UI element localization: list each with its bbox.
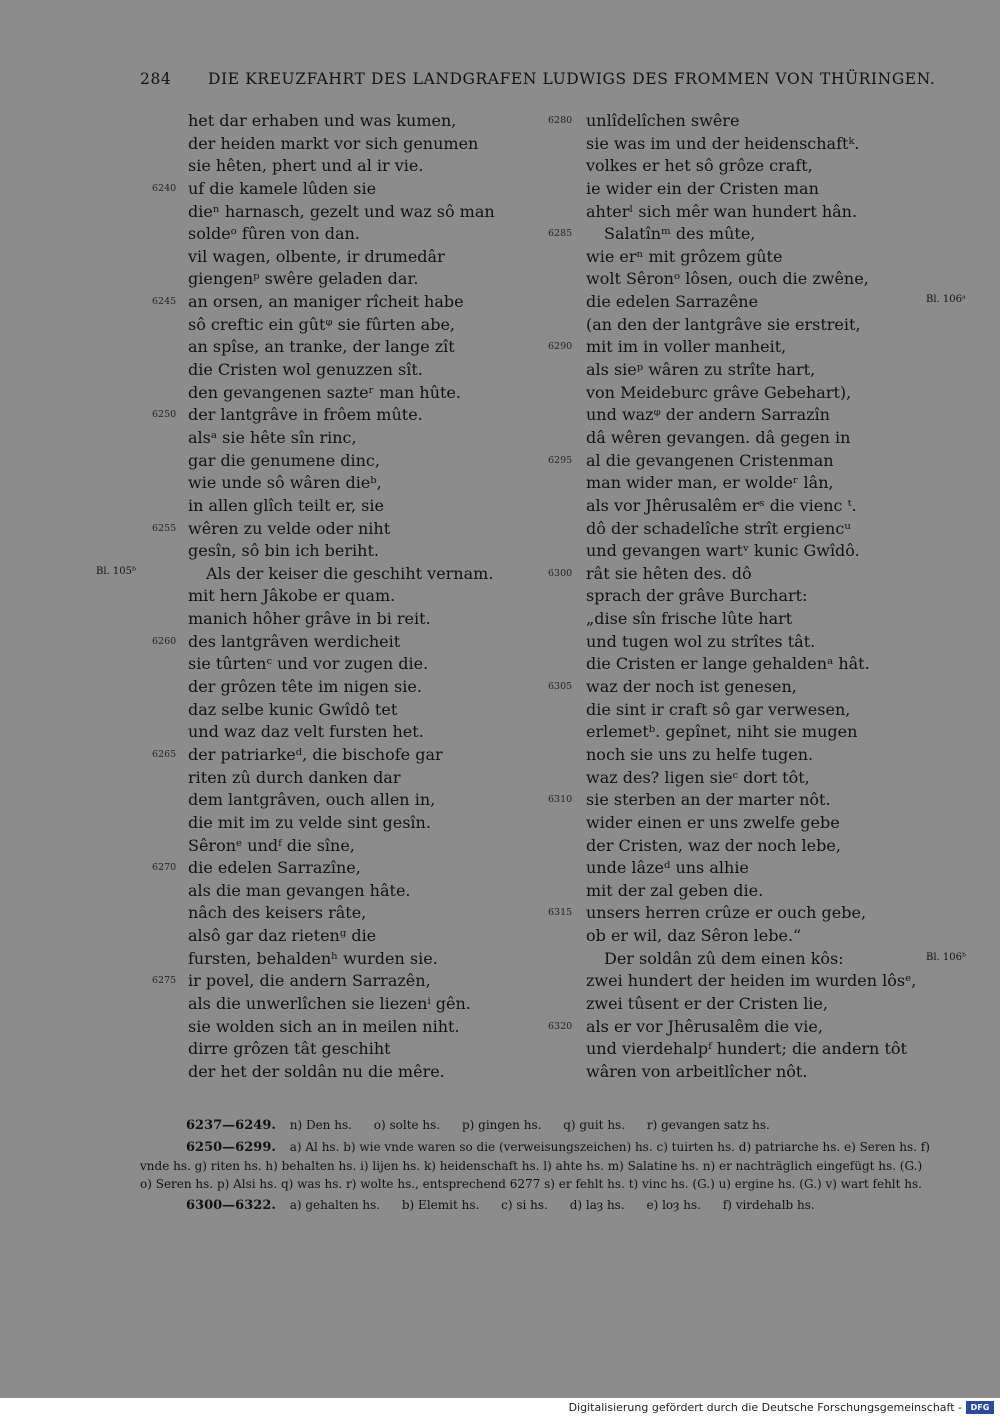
verse-line: [548, 110, 946, 133]
verse-text: mit hern Jâkobe er quam.: [188, 586, 396, 606]
verse-line: [188, 563, 538, 586]
footnote-entry: a) gehalten hs.: [289, 1198, 381, 1212]
verse-text: als sieᵖ wâren zu strîte hart,: [586, 360, 816, 380]
verse-line: [586, 948, 946, 971]
footnote-entry: p) gingen hs.: [461, 1118, 542, 1132]
line-number: 6290: [548, 341, 573, 353]
footnote-entry: c) si hs.: [501, 1198, 548, 1212]
verse-line: [152, 857, 538, 880]
verse-text: unlîdelîchen swêre: [586, 111, 740, 130]
verse-text: alsô gar daz rietenᵍ die: [188, 926, 377, 946]
verse-line: [188, 450, 538, 473]
verse-text: gesîn, sô bin ich beriht.: [188, 541, 379, 561]
verse-line: [152, 404, 538, 427]
margin-note-folio: Bl. 106ᵃ: [926, 294, 966, 305]
verse-text: dâ wêren gevangen. dâ gegen in: [586, 427, 851, 447]
verse-line: [586, 835, 946, 858]
verse-text: an spîse, an tranke, der lange zît: [188, 337, 455, 357]
verse-line: [188, 133, 538, 156]
line-number: 6295: [548, 454, 573, 466]
verse-line: [586, 291, 946, 314]
verse-text: von Meideburc grâve Gebehart),: [586, 382, 852, 402]
footer-credit: Digitalisierung gefördert durch die Deutsche Forschungsgemeinschaft -: [568, 1401, 962, 1414]
verse-text: als die unwerlîchen sie liezenⁱ gên.: [188, 993, 471, 1013]
verse-text: wie erⁿ mit grôzem gûte: [586, 246, 783, 266]
line-number: 6320: [548, 1020, 573, 1032]
margin-note-folio: Bl. 105ᵇ: [96, 566, 136, 577]
verse-line: [586, 880, 946, 903]
verse-line: [188, 608, 538, 631]
verse-line: [548, 902, 946, 925]
verse-text: sie hêten, phert und al ir vie.: [188, 156, 424, 176]
verse-text: zwei tûsent er der Cristen lie,: [586, 993, 828, 1013]
verse-line: [586, 721, 946, 744]
verse-line: [188, 201, 538, 224]
verse-text: vil wagen, olbente, ir drumedâr: [188, 246, 445, 266]
verse-line: [548, 1016, 946, 1039]
footnote-range: 6250—6299.: [186, 1140, 276, 1155]
verse-text: nâch des keisers râte,: [188, 903, 367, 923]
line-number: 6280: [548, 115, 573, 126]
footnote-block-1: [140, 1116, 930, 1135]
verse-text: al die gevangenen Cristenman: [586, 450, 834, 470]
footnote-entry: b) Elemit hs.: [401, 1198, 480, 1212]
footer-bar: [0, 1398, 1000, 1418]
verse-text: wolt Sêronᵒ lôsen, ouch die zwêne,: [586, 269, 869, 289]
verse-text: daz selbe kunic Gwîdô tet: [188, 699, 398, 719]
page-number: 284: [140, 70, 172, 88]
verse-text: zwei hundert der heiden im wurden lôsᵉ,: [586, 971, 917, 991]
verse-line: [152, 178, 538, 201]
verse-line: [586, 767, 946, 790]
verse-line: [586, 427, 946, 450]
footnote-entry: f) virdehalb hs.: [722, 1198, 815, 1212]
verse-line: [188, 880, 538, 903]
verse-line: [188, 1061, 538, 1084]
running-title: DIE KREUZFAHRT DES LANDGRAFEN LUDWIGS DES FROMMEN VON THÜRINGEN.: [208, 70, 936, 88]
verse-text: soldeᵒ fûren von dan.: [188, 224, 360, 244]
verse-text: die mit im zu velde sint gesîn.: [188, 812, 431, 832]
verse-text: der Cristen, waz der noch lebe,: [586, 835, 841, 855]
verse-text: wâren von arbeitlîcher nôt.: [586, 1061, 808, 1081]
verse-line: [586, 201, 946, 224]
footnote-entry: o) solte hs.: [373, 1118, 441, 1132]
verse-text: dô der schadelîche strît ergiencᵘ: [586, 518, 851, 538]
verse-line: [586, 812, 946, 835]
verse-text: volkes er het sô grôze craft,: [586, 156, 813, 176]
verse-line: [152, 631, 538, 654]
footnote-entry: r) gevangen satz hs.: [646, 1118, 770, 1132]
footnote-text: a) Al hs. b) wie vnde waren so die (verweisungszeichen) hs. c) tuirten hs. d) patriarche hs. e) Seren hs. f) vnde hs. g) riten hs. h) behalten hs. i) lijen hs. k) heidenschaft hs. l) ahte hs. m) Salatine hs. n) er nachträglich eingefügt hs. (G.) o) Seren hs. p) Alsi hs. q) was hs. r) wolte hs., entsprechend 6277 s) er fehlt hs. t) vinc hs. (G.) u) ergine hs. (G.) v) wart fehlt hs.: [140, 1140, 930, 1191]
verse-text: sie wolden sich an in meilen niht.: [188, 1016, 460, 1036]
verse-line: [188, 359, 538, 382]
verse-text: sie was im und der heidenschaftᵏ.: [586, 133, 860, 153]
verse-text: mit der zal geben die.: [586, 880, 764, 900]
verse-line: [188, 767, 538, 790]
verse-text: dieⁿ harnasch, gezelt und waz sô man: [188, 201, 495, 221]
verse-line: [188, 495, 538, 518]
verse-text: Der soldân zû dem einen kôs:: [604, 948, 844, 968]
verse-line: [188, 1016, 538, 1039]
line-number: 6315: [548, 907, 573, 919]
verse-text: den gevangenen sazteʳ man hûte.: [188, 382, 461, 402]
verse-text: als die man gevangen hâte.: [188, 880, 411, 900]
verse-text: der grôzen têtе im nigen sie.: [188, 677, 422, 697]
footnote-entry: n) Den hs.: [289, 1118, 352, 1132]
footnote-entry: d) laȝ hs.: [569, 1198, 625, 1212]
verse-text: als er vor Jhêrusalêm die vie,: [586, 1016, 823, 1036]
verse-line: [152, 291, 538, 314]
footnote-range: 6237—6249.: [186, 1118, 276, 1133]
verse-text: alsᵃ sie hête sîn rinc,: [188, 427, 357, 447]
verse-line: [548, 223, 946, 246]
verse-line: [586, 1038, 946, 1061]
verse-line: [188, 948, 538, 971]
verse-line: [586, 359, 946, 382]
verse-text: sie tûrtenᶜ und vor zugen die.: [188, 654, 429, 674]
verse-text: rât sie hêten des. dô: [586, 563, 752, 583]
verse-line: [586, 314, 946, 337]
verse-text: der lantgrâve in frôem mûte.: [188, 405, 423, 425]
line-number: 6275: [152, 975, 177, 987]
verse-text: wie unde sô wâren dieᵇ,: [188, 473, 382, 493]
verse-line: [188, 246, 538, 269]
footnotes: [140, 1116, 930, 1218]
verse-line: [586, 133, 946, 156]
verse-line: [548, 450, 946, 473]
verse-line: [188, 902, 538, 925]
verse-line: [188, 110, 538, 133]
line-number: 6255: [152, 522, 177, 534]
verse-text: dem lantgrâven, ouch allen in,: [188, 790, 436, 810]
verse-line: [586, 631, 946, 654]
verse-text: als vor Jhêrusalêm erˢ die vienc ᵗ.: [586, 495, 857, 515]
verse-text: und tugen wol zu strîtes tât.: [586, 631, 816, 651]
verse-text: des lantgrâven werdicheit: [188, 631, 401, 651]
verse-text: gar die genumene dinc,: [188, 450, 380, 470]
left-text-column: [152, 110, 538, 1084]
verse-line: [586, 518, 946, 541]
verse-line: [586, 540, 946, 563]
verse-line: [586, 472, 946, 495]
verse-text: riten zû durch danken dar: [188, 767, 401, 787]
verse-text: der patriarkeᵈ, die bischofe gar: [188, 744, 443, 764]
line-number: 6265: [152, 748, 177, 760]
verse-line: [586, 970, 946, 993]
verse-text: und waz daz velt fursten het.: [188, 722, 424, 742]
line-number: 6250: [152, 409, 177, 421]
verse-text: an orsen, an maniger rîcheit habe: [188, 292, 464, 312]
footnote-range: 6300—6322.: [186, 1198, 276, 1213]
verse-text: dirre grôzen tât geschiht: [188, 1039, 391, 1059]
verse-line: [586, 993, 946, 1016]
verse-line: [586, 585, 946, 608]
verse-text: ir povel, die andern Sarrazên,: [188, 971, 431, 991]
page-header: [140, 70, 936, 94]
verse-text: uf die kamele lûden sie: [188, 178, 377, 198]
verse-text: und wazᵠ der andern Sarrazîn: [586, 405, 830, 425]
verse-text: (an den der lantgrâve sie erstreit,: [586, 314, 861, 334]
verse-line: [548, 789, 946, 812]
verse-text: mit im in voller manheit,: [586, 337, 787, 357]
verse-line: [586, 653, 946, 676]
verse-text: die sint ir craft sô gar verwesen,: [586, 699, 851, 719]
verse-text: giengenᵖ swêre geladen dar.: [188, 269, 419, 289]
footnote-block-2: [140, 1138, 930, 1193]
verse-line: [586, 404, 946, 427]
verse-text: die edelen Sarrazêne: [586, 292, 759, 312]
verse-line: [586, 744, 946, 767]
dfg-logo: DFG: [966, 1401, 994, 1414]
verse-text: Sêronᵉ undᶠ die sîne,: [188, 835, 355, 855]
verse-line: [188, 1038, 538, 1061]
verse-line: [586, 608, 946, 631]
verse-line: [188, 721, 538, 744]
right-text-column: [548, 110, 946, 1084]
verse-line: [188, 653, 538, 676]
verse-text: der heiden markt vor sich genumen: [188, 133, 479, 153]
verse-line: [188, 835, 538, 858]
verse-line: [188, 336, 538, 359]
verse-line: [188, 268, 538, 291]
verse-text: die Cristen wol genuzzen sît.: [188, 360, 423, 380]
line-number: 6310: [548, 794, 573, 806]
verse-line: [586, 155, 946, 178]
verse-line: [152, 518, 538, 541]
verse-line: [188, 585, 538, 608]
verse-line: [586, 699, 946, 722]
verse-text: wêren zu velde oder niht: [188, 518, 391, 538]
line-number: 6240: [152, 182, 177, 194]
verse-line: [548, 676, 946, 699]
verse-text: waz des? ligen sieᶜ dort tôt,: [586, 767, 810, 787]
verse-line: [188, 993, 538, 1016]
verse-text: ie wider ein der Cristen man: [586, 178, 819, 198]
verse-line: [548, 563, 946, 586]
verse-line: [188, 472, 538, 495]
verse-text: die Cristen er lange gehaldenᵃ hât.: [586, 654, 870, 674]
verse-text: der het der soldân nu die mêre.: [188, 1061, 445, 1081]
line-number: 6305: [548, 681, 573, 693]
verse-text: und vierdehalpᶠ hundert; die andern tôt: [586, 1039, 907, 1059]
margin-note-folio: Bl. 106ᵇ: [926, 952, 966, 963]
verse-line: [586, 382, 946, 405]
verse-line: [586, 925, 946, 948]
verse-text: manich hôher grâve in bi reit.: [188, 609, 431, 629]
verse-line: [586, 857, 946, 880]
verse-text: wider einen er uns zwelfe gebe: [586, 812, 840, 832]
footnote-block-3: [140, 1196, 930, 1215]
verse-line: [188, 427, 538, 450]
verse-text: sô creftic ein gûtᵠ sie fûrten abe,: [188, 314, 455, 334]
verse-text: sprach der grâve Burchart:: [586, 586, 808, 606]
verse-line: [188, 314, 538, 337]
line-number: 6245: [152, 296, 177, 308]
verse-line: [586, 178, 946, 201]
verse-text: unsers herren crûze er ouch gebe,: [586, 903, 867, 923]
line-number: 6260: [152, 635, 177, 647]
verse-line: [188, 812, 538, 835]
line-number: 6300: [548, 567, 573, 579]
verse-text: die edelen Sarrazîne,: [188, 858, 361, 878]
verse-line: [188, 925, 538, 948]
verse-line: [586, 1061, 946, 1084]
footnote-entry: q) guit hs.: [563, 1118, 626, 1132]
verse-line: [548, 336, 946, 359]
line-number: 6285: [548, 228, 573, 240]
verse-text: Salatînᵐ des mûte,: [604, 224, 756, 244]
verse-text: waz der noch ist genesen,: [586, 677, 797, 697]
verse-line: [188, 223, 538, 246]
verse-text: het dar erhaben und was kumen,: [188, 111, 457, 130]
verse-text: man wider man, er woldeʳ lân,: [586, 473, 834, 493]
footnote-entry: e) loȝ hs.: [646, 1198, 701, 1212]
verse-line: [188, 540, 538, 563]
verse-line: [188, 789, 538, 812]
verse-line: [586, 268, 946, 291]
verse-text: in allen glîch teilt er, sie: [188, 495, 384, 515]
verse-text: ob er wil, daz Sêron lebe.“: [586, 926, 802, 946]
verse-line: [188, 155, 538, 178]
verse-line: [188, 382, 538, 405]
verse-text: fursten, behaldenʰ wurden sie.: [188, 948, 438, 968]
verse-line: [152, 744, 538, 767]
verse-text: sie sterben an der marter nôt.: [586, 790, 831, 810]
verse-line: [188, 699, 538, 722]
verse-text: ahterˡ sich mêr wan hundert hân.: [586, 201, 858, 221]
verse-text: noch sie uns zu helfe tugen.: [586, 744, 814, 764]
verse-line: [188, 676, 538, 699]
verse-line: [586, 246, 946, 269]
line-number: 6270: [152, 862, 177, 874]
verse-text: erlemetᵇ. gepînet, niht sie mugen: [586, 722, 858, 742]
verse-line: [152, 970, 538, 993]
verse-text: Als der keiser die geschiht vernam.: [206, 563, 494, 583]
verse-line: [586, 495, 946, 518]
verse-text: unde lâzeᵈ uns alhie: [586, 858, 749, 878]
verse-text: und gevangen wartᵛ kunic Gwîdô.: [586, 541, 860, 561]
verse-text: „dise sîn frische lûte hart: [586, 609, 793, 629]
